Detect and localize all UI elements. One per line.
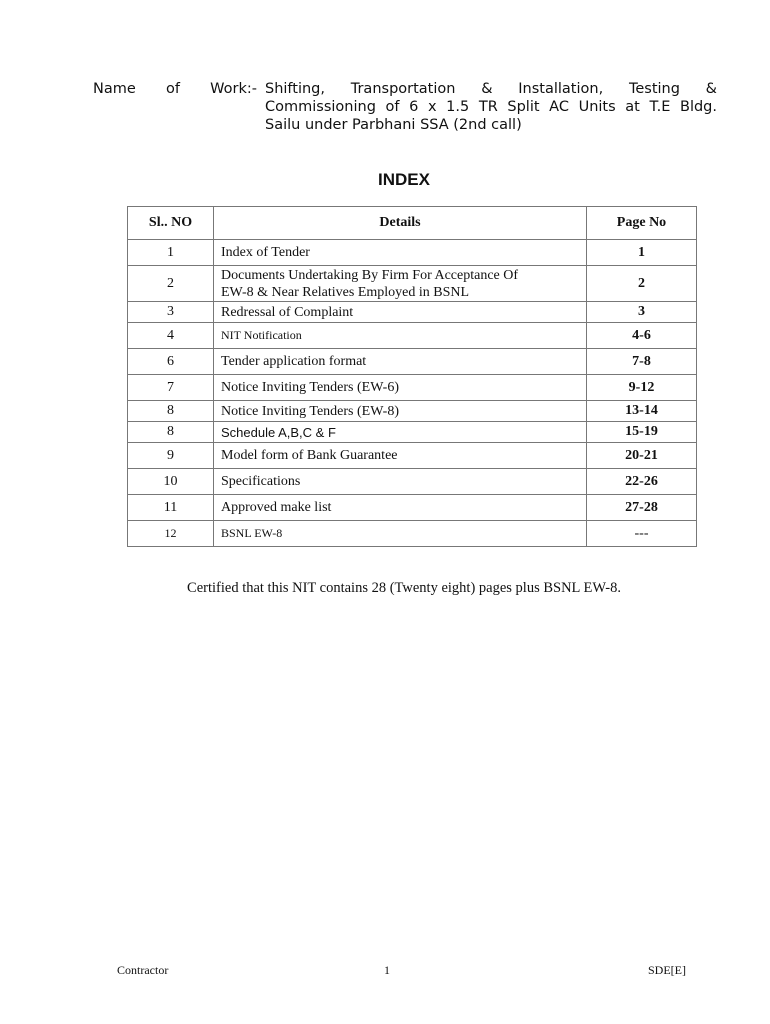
certification-statement: Certified that this NIT contains 28 (Twenty eight) pages plus BSNL EW-8. (187, 580, 621, 596)
row-page-no: 22-26 (587, 469, 697, 495)
index-table (127, 206, 697, 547)
label-word: of (165, 81, 180, 97)
table-row (128, 469, 697, 495)
row-details: Redressal of Complaint (214, 302, 587, 323)
table-row (128, 495, 697, 521)
header-page-no: Page No (587, 207, 697, 240)
row-page-no: 15-19 (587, 422, 697, 443)
row-page-no: 2 (587, 266, 697, 302)
table-row (128, 323, 697, 349)
row-page-no: 3 (587, 302, 697, 323)
work-line: Sailu under Parbhani SSA (2nd call) (265, 117, 522, 133)
name-of-work-label (93, 80, 265, 134)
footer-page-number: 1 (384, 963, 390, 977)
row-details: Notice Inviting Tenders (EW-6) (214, 375, 587, 401)
row-sl-no: 7 (128, 375, 214, 401)
work-line: Commissioning of 6 x 1.5 TR Split AC Units at T.E Bldg. (265, 99, 717, 115)
row-details: Index of Tender (214, 240, 587, 266)
row-sl-no: 12 (128, 521, 214, 547)
index-title: INDEX (378, 170, 430, 189)
row-page-no: 4-6 (587, 323, 697, 349)
row-details: Notice Inviting Tenders (EW-8) (214, 401, 587, 422)
row-details: Approved make list (214, 495, 587, 521)
row-sl-no: 11 (128, 495, 214, 521)
row-page-no: --- (587, 521, 697, 547)
table-row (128, 521, 697, 547)
table-row (128, 422, 697, 443)
footer-sde: SDE[E] (648, 963, 686, 977)
row-details: Specifications (214, 469, 587, 495)
table-header-row (128, 207, 697, 240)
details-line: Documents Undertaking By Firm For Acceptance Of (221, 267, 519, 283)
header-details: Details (214, 207, 587, 240)
table-row (128, 349, 697, 375)
row-sl-no: 6 (128, 349, 214, 375)
table-row (128, 401, 697, 422)
table-row (128, 302, 697, 323)
label-word: Work:- (210, 81, 257, 97)
row-details: Model form of Bank Guarantee (214, 443, 587, 469)
row-page-no: 1 (587, 240, 697, 266)
table-row (128, 240, 697, 266)
row-page-no: 7-8 (587, 349, 697, 375)
table-row (128, 443, 697, 469)
row-page-no: 13-14 (587, 401, 697, 422)
row-sl-no: 8 (128, 422, 214, 443)
details-line: EW-8 & Near Relatives Employed in BSNL (221, 284, 470, 300)
row-details: Tender application format (214, 349, 587, 375)
row-sl-no: 1 (128, 240, 214, 266)
footer-contractor: Contractor (117, 963, 169, 977)
row-page-no: 9-12 (587, 375, 697, 401)
row-page-no: 27-28 (587, 495, 697, 521)
row-page-no: 20-21 (587, 443, 697, 469)
row-sl-no: 9 (128, 443, 214, 469)
row-sl-no: 4 (128, 323, 214, 349)
row-sl-no: 2 (128, 266, 214, 302)
row-details: BSNL EW-8 (214, 521, 587, 547)
table-row (128, 375, 697, 401)
label-word: Name (93, 81, 136, 97)
name-of-work-block (93, 80, 717, 134)
row-details: NIT Notification (214, 323, 587, 349)
row-details (214, 266, 587, 302)
row-sl-no: 3 (128, 302, 214, 323)
work-line: Shifting, Transportation & Installation, Testing & (265, 81, 717, 97)
table-row (128, 266, 697, 302)
header-sl-no: Sl.. NO (128, 207, 214, 240)
name-of-work-value (265, 80, 717, 134)
row-details: Schedule A,B,C & F (214, 422, 587, 443)
row-sl-no: 8 (128, 401, 214, 422)
row-sl-no: 10 (128, 469, 214, 495)
